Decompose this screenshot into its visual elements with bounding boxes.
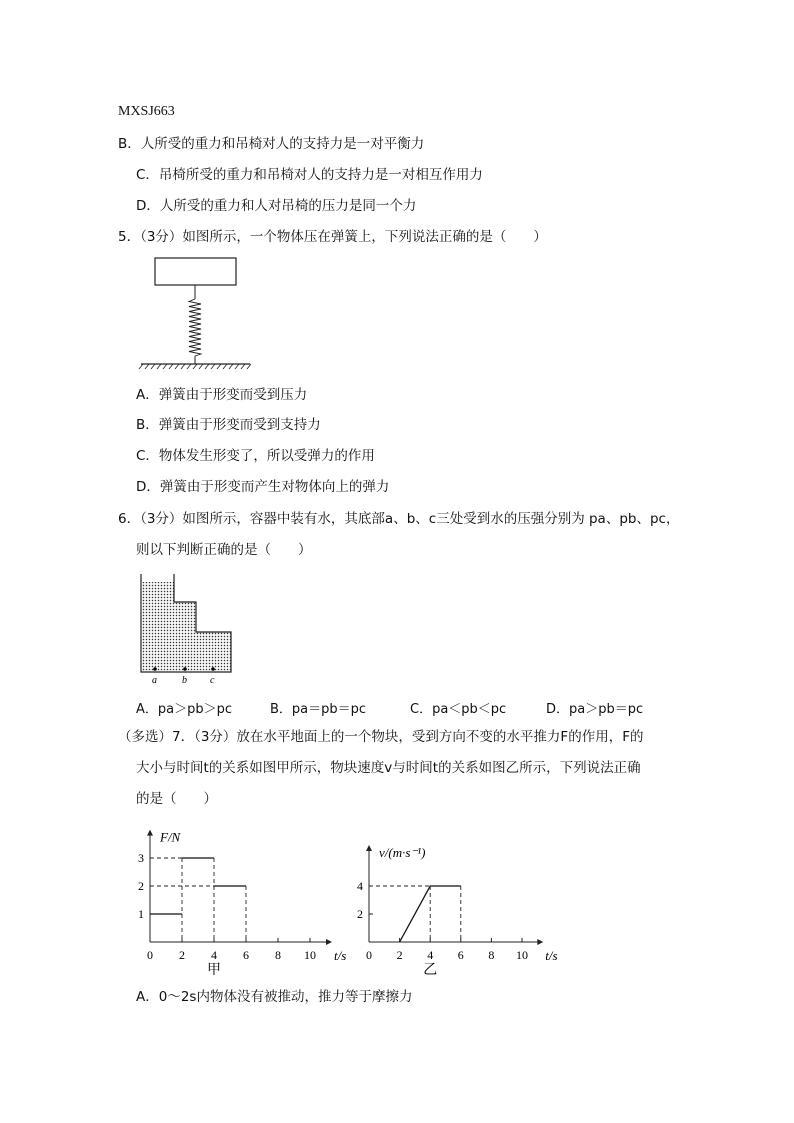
label-b: b [182,675,187,686]
q6-option-d: D．pa＞pb＝pc [546,702,644,717]
y-tick-label: 1 [138,907,144,921]
q5-option-c: C．物体发生形变了，所以受弹力的作用 [136,448,375,464]
x-tick-label: 0 [147,948,153,962]
label-a: a [152,675,157,686]
spring-coil [189,299,201,356]
q4-option-b: B．人所受的重力和吊椅对人的支持力是一对平衡力 [118,136,425,152]
water-fill [141,582,231,672]
q4-option-c: C．吊椅所受的重力和吊椅对人的支持力是一对相互作用力 [136,167,483,183]
spring-figure [138,255,258,375]
document-code: MXSJ663 [118,104,175,119]
y-tick-label: 2 [357,907,363,921]
x-tick-label: 4 [211,948,217,962]
q5-stem: 5．（3分）如图所示，一个物体压在弹簧上，下列说法正确的是（ ） [118,229,547,245]
block-rect [155,258,236,285]
x-tick-label: 10 [304,948,316,962]
x-tick-label: 2 [179,948,185,962]
y-tick-label: 3 [138,851,144,865]
x-axis-label: t/s [334,948,347,963]
y-axis-arrow [366,845,372,851]
q7-stem-line1: （多选）7．（3分）放在水平地面上的一个物块，受到方向不变的水平推力F的作用，F的 [118,729,644,745]
label-c: c [210,675,215,686]
y-tick-label: 2 [138,879,144,893]
chart-title: 乙 [423,963,438,978]
force-time-chart [126,812,366,982]
x-tick-label: 8 [488,948,495,962]
x-tick-label: 6 [243,948,249,962]
x-axis-arrow [326,939,332,945]
point-a [153,667,157,671]
q7-stem-line3: 的是（ ） [136,791,217,807]
x-tick-label: 10 [516,948,528,962]
q6-stem-line2: 则以下判断正确的是（ ） [136,542,312,558]
y-tick-label: 4 [357,879,363,893]
q6-option-c: C．pa＜pb＜pc [410,702,507,717]
x-tick-label: 4 [427,948,434,962]
q4-option-d: D．人所受的重力和人对吊椅的压力是同一个力 [136,198,417,214]
x-tick-label: 8 [275,948,281,962]
x-tick-label: 6 [457,948,464,962]
point-c [211,667,215,671]
q6-stem-line1: 6．（3分）如图所示，容器中装有水，其底部a、b、c三处受到水的压强分别为 pa、pb、pc， [118,511,680,527]
q7-stem-line2: 大小与时间t的关系如图甲所示，物块速度v与时间t的关系如图乙所示，下列说法正确 [136,760,641,776]
q6-option-b: B．pa＝pb＝pc [270,702,367,717]
q5-option-b: B．弹簧由于形变而受到支持力 [136,417,321,433]
x-tick-label: 2 [396,948,403,962]
q7-option-a: A．0～2s内物体没有被推动，推力等于摩擦力 [136,989,413,1005]
x-axis-label: t/s [545,948,558,963]
chart-title: 甲 [207,963,221,978]
x-axis-arrow [537,939,543,945]
container-figure [136,566,240,686]
x-tick-label: 0 [366,948,372,962]
q5-option-a: A．弹簧由于形变而受到压力 [136,387,308,403]
y-axis-arrow [147,830,153,836]
velocity-time-chart [346,812,576,982]
y-axis-label: F/N [160,829,181,845]
ground-hatching [139,364,251,369]
q5-option-d: D．弹簧由于形变而产生对物体向上的弹力 [136,479,390,495]
point-b [183,667,187,671]
q6-option-a: A．pa＞pb＞pc [136,702,233,717]
y-axis-label: v/(m·s⁻¹) [379,845,426,860]
